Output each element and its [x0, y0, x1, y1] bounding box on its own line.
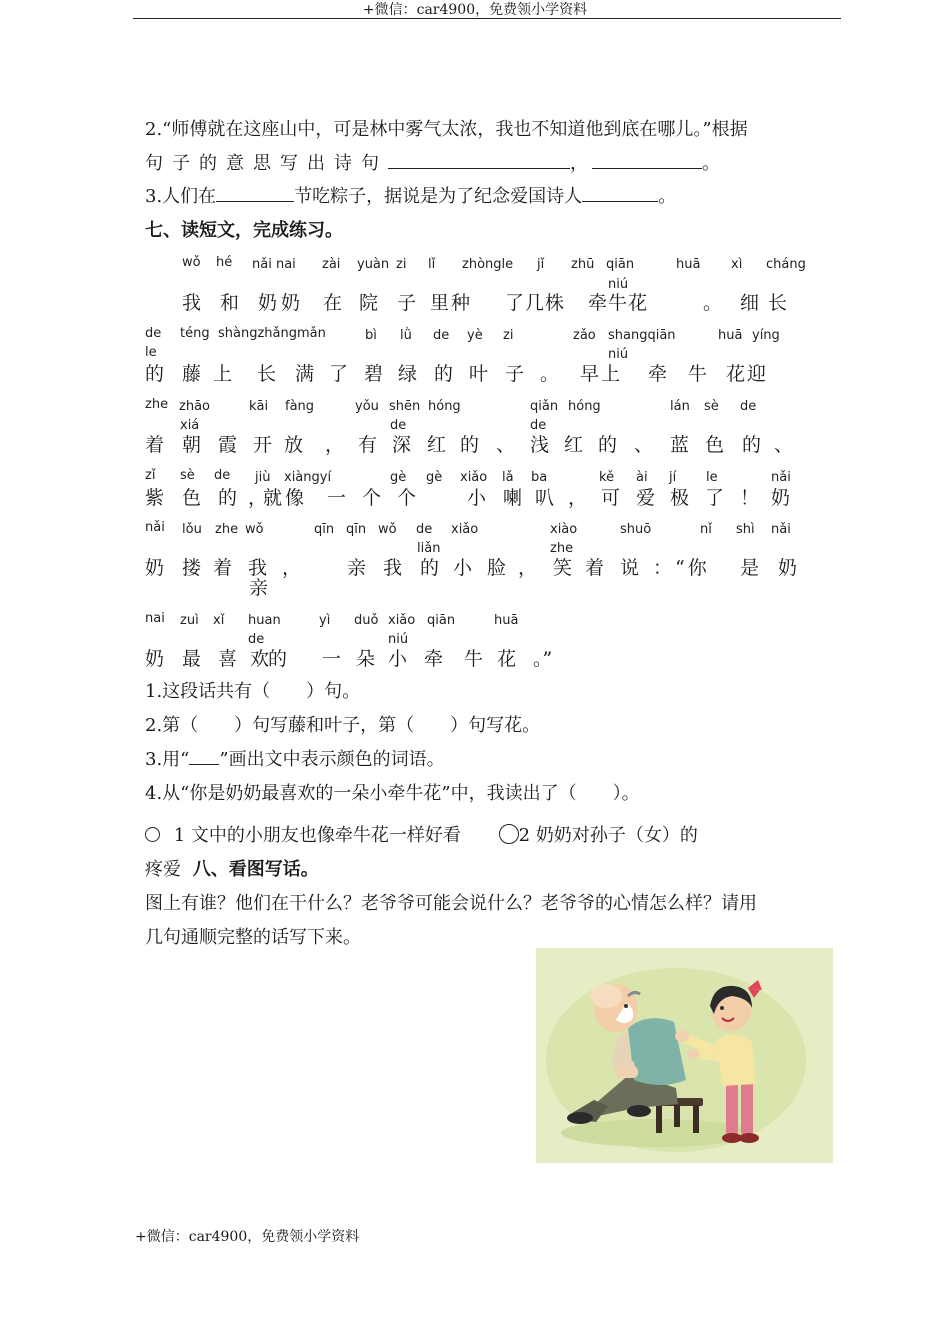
poet-blank[interactable] [582, 185, 658, 202]
pinyin: xǐ [213, 613, 225, 628]
pinyin: hé [216, 255, 233, 270]
pinyin: de [145, 326, 162, 341]
section8-prompt-1: 图上有谁？他们在干什么？老爷爷可能会说什么？老爷爷的心情怎么样？请用 [145, 893, 757, 914]
hanzi: 的 [218, 487, 238, 509]
section8-title: 八、看图写话。 [192, 859, 319, 880]
q3-pre: 3.人们在 [145, 186, 217, 207]
option-1-circle[interactable] [145, 827, 160, 842]
section7-title: 七、读短文，完成练习。 [145, 220, 343, 241]
festival-blank[interactable] [216, 185, 294, 202]
question-1: 1.这段话共有（ ）句。 [145, 681, 361, 702]
pinyin: xiǎo [388, 613, 416, 628]
hanzi: 的 [742, 434, 762, 456]
hanzi: ， [325, 434, 345, 456]
hanzi: 个 [362, 487, 382, 509]
hanzi: 牵 [648, 363, 668, 385]
options-line [145, 824, 698, 848]
pinyin: jǐ [537, 257, 545, 272]
hanzi: 我 [248, 557, 268, 579]
pinyin: zuì [180, 613, 199, 628]
hanzi: 个 [397, 487, 417, 509]
hanzi: 笑 [553, 557, 573, 579]
pinyin: de [214, 468, 231, 483]
hanzi: 奶 [771, 487, 791, 509]
hanzi: 着 [585, 557, 605, 579]
pinyin: niú [388, 632, 409, 647]
q3-line [145, 185, 676, 209]
hanzi: 子 [505, 363, 525, 385]
hanzi: 、 [634, 434, 654, 456]
pinyin: sè [180, 468, 195, 483]
hanzi: 了 [705, 487, 725, 509]
hanzi: 可 [601, 487, 621, 509]
pinyin: qiǎn [530, 399, 559, 414]
pinyin: yǒu [355, 399, 379, 414]
q3-mid: 节吃粽子，据说是为了纪念爱国诗人 [294, 186, 583, 207]
hanzi: ， [518, 557, 538, 579]
pinyin: le [145, 345, 157, 360]
hanzi: 浅 [530, 434, 550, 456]
hanzi: 着 [213, 557, 233, 579]
question-3-pre: 3.用“ [145, 749, 190, 770]
pinyin: lán [670, 399, 690, 414]
hanzi: 绿 [398, 363, 418, 385]
pinyin: niú [608, 277, 629, 292]
pinyin: nǎi [771, 522, 791, 537]
hanzi: 奶 [145, 557, 165, 579]
hanzi: 说 [620, 557, 640, 579]
hanzi: 有 [358, 434, 378, 456]
hanzi: 的 [434, 363, 454, 385]
pinyin: jí [669, 470, 677, 485]
q2-comma: ， [570, 153, 588, 174]
pinyin: de [390, 418, 407, 433]
pinyin: yuàn [357, 257, 390, 272]
hanzi: 一 [327, 487, 347, 509]
pinyin: qīn [314, 522, 335, 537]
hanzi: 里种 [430, 292, 473, 314]
q2-prompt: 句子的意思写出诗句 [145, 153, 388, 174]
option-2-cont: 疼爱 [145, 859, 181, 880]
pinyin: bì [365, 328, 377, 343]
hanzi: 喜 [218, 648, 238, 670]
pinyin: zi [396, 257, 407, 272]
hanzi: 长 [768, 292, 788, 314]
hanzi: 。 [540, 363, 560, 385]
pinyin: kě [599, 470, 615, 485]
hanzi: 、 [774, 434, 794, 456]
hanzi: 一 [322, 648, 342, 670]
hanzi: 色 [705, 434, 725, 456]
pinyin: qiān [427, 613, 456, 628]
pinyin: huā [494, 613, 519, 628]
pinyin: shì [736, 522, 755, 537]
hanzi: 我 [182, 292, 202, 314]
option-2-continued-line [145, 858, 319, 882]
hanzi: 碧 [364, 363, 384, 385]
pinyin: huā [718, 328, 743, 343]
hanzi: 紫 [145, 487, 165, 509]
option-2-label: 2 奶奶对孙子（女）的 [518, 825, 698, 846]
pinyin: shàngzhǎngmǎn [218, 326, 326, 341]
hanzi: 叶 [469, 363, 489, 385]
poem-blank-2[interactable] [592, 152, 702, 169]
question-3 [145, 748, 445, 772]
pinyin: zhū [571, 257, 595, 272]
pinyin: de [740, 399, 757, 414]
question-2: 2.第（ ）句写藤和叶子，第（ ）句写花。 [145, 715, 541, 736]
hanzi: 和 [220, 292, 240, 314]
hanzi: 奶奶 [258, 292, 305, 314]
hanzi: 了 [329, 363, 349, 385]
pinyin: niú [608, 347, 629, 362]
hanzi: 花迎 [726, 363, 769, 385]
pinyin: qiān [606, 257, 635, 272]
pinyin: xiào [550, 522, 578, 537]
pinyin: liǎn [417, 541, 441, 556]
pinyin: xiàngyí [284, 470, 332, 485]
pinyin: gè [390, 470, 407, 485]
pinyin: zi [503, 328, 514, 343]
pinyin: lǜ [400, 328, 412, 343]
hanzi: 子 [397, 292, 417, 314]
pinyin: huā [676, 257, 701, 272]
pinyin: de [416, 522, 433, 537]
hanzi: ， [282, 557, 302, 579]
pinyin: lǐ [428, 257, 436, 272]
pinyin: yíng [752, 328, 780, 343]
pinyin: hóng [428, 399, 461, 414]
pinyin: xì [731, 257, 743, 272]
option-1-label: 1 文中的小朋友也像牵牛花一样好看 [173, 825, 461, 846]
hanzi: 着 [145, 434, 165, 456]
hanzi: 、 [496, 434, 516, 456]
hanzi: 的 [145, 363, 165, 385]
hanzi: 满 [295, 363, 315, 385]
hanzi: 最 [182, 648, 202, 670]
pinyin: xiǎo [451, 522, 479, 537]
illustration-grandpa-and-girl [536, 948, 833, 1163]
pinyin: zài [322, 257, 341, 272]
hanzi: 色 [182, 487, 202, 509]
hanzi: 是 [740, 557, 760, 579]
pinyin: qīn [346, 522, 367, 537]
pinyin: fàng [285, 399, 315, 414]
hanzi: 欢的 [250, 648, 287, 670]
pinyin: zhòngle [462, 257, 514, 272]
pinyin: yì [319, 613, 331, 628]
q2-period: 。 [702, 153, 720, 174]
hanzi: 牵 [424, 648, 444, 670]
question-3-post: ”画出文中表示颜色的词语。 [219, 749, 445, 770]
pinyin: shēn [389, 399, 421, 414]
pinyin: hóng [568, 399, 601, 414]
pinyin: zhe [550, 541, 574, 556]
hanzi: 亲 [249, 577, 269, 599]
hanzi: 小 [453, 557, 473, 579]
pinyin: nǎi nai [252, 257, 296, 272]
pinyin: nǐ [700, 522, 712, 537]
pinyin: nǎi [771, 470, 791, 485]
hanzi: 牵牛花 [588, 292, 649, 314]
hanzi: 藤上 [182, 363, 245, 385]
hanzi: 了几株 [505, 292, 566, 314]
q3-end: 。 [658, 186, 677, 207]
section8-prompt-2: 几句通顺完整的话写下来。 [145, 927, 361, 948]
hanzi: 开放 [253, 434, 316, 456]
hanzi: 我 [383, 557, 403, 579]
hanzi: 早上 [580, 363, 623, 385]
pinyin: jiù [255, 470, 271, 485]
pinyin: de [433, 328, 450, 343]
hanzi: 深 [392, 434, 412, 456]
hanzi: 朵 [356, 648, 376, 670]
hanzi: 小 [388, 648, 408, 670]
pinyin: xiá [180, 418, 200, 433]
question-4: 4.从“你是奶奶最喜欢的一朵小牵牛花”中，我读出了（ ）。 [145, 783, 640, 804]
poem-blank-1[interactable] [388, 152, 570, 169]
hanzi: 院 [359, 292, 379, 314]
pinyin: de [248, 632, 265, 647]
pinyin: zǎo [573, 328, 596, 343]
hanzi: ！ [740, 487, 760, 509]
pinyin: wǒ [378, 522, 397, 537]
pinyin: ba [531, 470, 548, 485]
hanzi: 爱 [636, 487, 656, 509]
pinyin: yè [467, 328, 483, 343]
pinyin: nai [145, 611, 165, 626]
hanzi: 脸 [487, 557, 507, 579]
pinyin: ài [636, 470, 648, 485]
hanzi: 蓝 [670, 434, 690, 456]
q2-line2 [145, 152, 720, 176]
hanzi: 。 [703, 292, 723, 314]
hanzi: 小 [467, 487, 487, 509]
pinyin: le [706, 470, 718, 485]
pinyin: lǒu [182, 522, 202, 537]
hanzi: 细 [740, 292, 760, 314]
hanzi: 在 [323, 292, 343, 314]
hanzi: 的 [460, 434, 480, 456]
pinyin: kāi [249, 399, 269, 414]
pinyin: zhe [215, 522, 239, 537]
hanzi: 花 [497, 648, 517, 670]
pinyin: zhāo [179, 399, 210, 414]
hanzi: ：“你 [653, 557, 710, 579]
pinyin: shangqiān [608, 328, 676, 343]
hanzi: ， [568, 487, 588, 509]
hanzi: 长 [257, 363, 277, 385]
pinyin: nǎi [145, 520, 165, 535]
hanzi: 红 [427, 434, 447, 456]
hanzi: 亲 [347, 557, 367, 579]
hanzi: 的 [420, 557, 440, 579]
pinyin: wǒ [182, 255, 201, 270]
pinyin: zhe [145, 397, 169, 412]
page-header: +微信：car4900，免费领小学资料 [362, 2, 588, 18]
hanzi: 的 [598, 434, 618, 456]
pinyin: téng [180, 326, 210, 341]
hanzi: ， [248, 487, 268, 509]
hanzi: 红 [564, 434, 584, 456]
pinyin: de [530, 418, 547, 433]
pinyin: sè [704, 399, 719, 414]
hanzi: 奶 [778, 557, 798, 579]
underline-sample [189, 750, 219, 765]
hanzi: 霞 [218, 434, 238, 456]
hanzi: 搂 [182, 557, 202, 579]
hanzi: 朝 [182, 434, 202, 456]
pinyin: shuō [620, 522, 652, 537]
pinyin: gè [426, 470, 443, 485]
pinyin: huan [248, 613, 281, 628]
hanzi: 就像 [263, 487, 308, 509]
hanzi: 牛 [464, 648, 484, 670]
pinyin: zǐ [145, 468, 156, 483]
pinyin: xiǎo [460, 470, 488, 485]
pinyin: wǒ [245, 522, 264, 537]
hanzi: 牛 [688, 363, 708, 385]
pinyin: cháng [766, 257, 806, 272]
pinyin: duǒ [354, 613, 379, 628]
hanzi: 奶 [145, 648, 165, 670]
header-divider [133, 18, 841, 19]
hanzi: 。” [533, 648, 553, 670]
hanzi: 叭 [535, 487, 555, 509]
q2-line1: 2.“师傅就在这座山中，可是林中雾气太浓，我也不知道他到底在哪儿。”根据 [145, 119, 748, 140]
page-footer: +微信：car4900，免费领小学资料 [135, 1229, 360, 1245]
pinyin: lǎ [502, 470, 514, 485]
hanzi: 极 [670, 487, 690, 509]
hanzi: 喇 [503, 487, 523, 509]
option-2-circle[interactable] [499, 824, 519, 844]
